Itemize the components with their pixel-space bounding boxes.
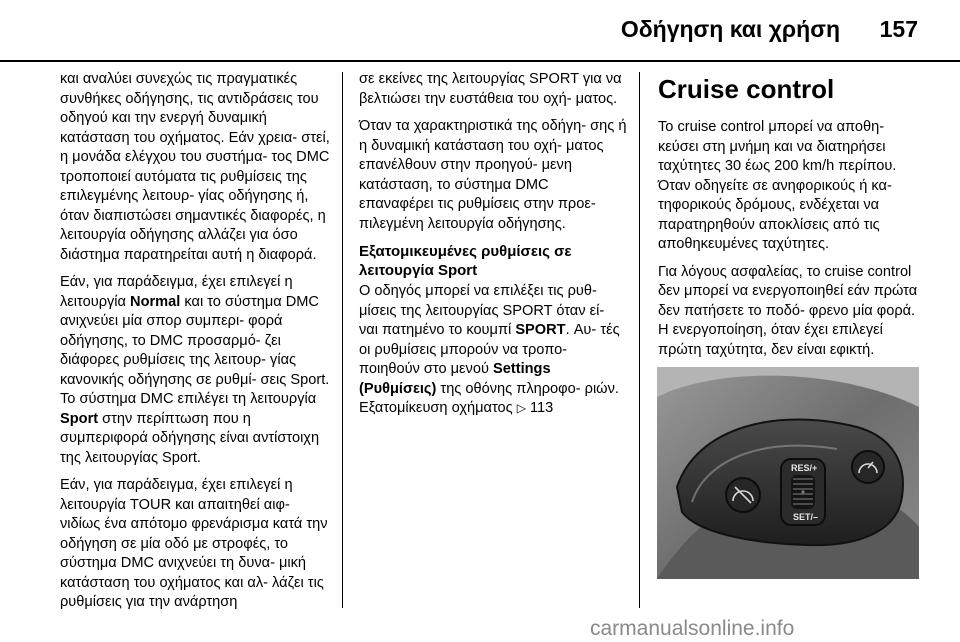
cruise-on-button[interactable] <box>852 451 884 483</box>
cross-reference-page[interactable]: 113 <box>525 400 554 416</box>
watermark: carmanualsonline.info <box>590 617 795 640</box>
cruise-off-button[interactable] <box>726 478 760 512</box>
paragraph: Το cruise control μπορεί να αποθη- κεύσει στη μνήμη και να διατηρήσει ταχύτητες 30 έως 200 km/h περίπου. Όταν οδηγείτε σε ανηφορικούς ή κα- τηφορικούς δρόμους, ενδέχεται να παρατηρηθούν αποκλίσεις από τις αποθηκευμένες ταχύτητες. <box>658 119 897 252</box>
paragraph: Όταν τα χαρακτηριστικά της οδήγη- σης ή η δυναμική κατάσταση του οχή- ματος επανέλθουν στην προηγού- μενη κατάσταση, το σύστημα DMC επαναφέρει τις ρυθμίσεις στην προε- πιλεγμένη λειτουργία οδήγησης. <box>359 118 627 232</box>
cross-reference-arrow-icon: ▷ <box>516 401 526 415</box>
subheading: Εξατομικευμένες ρυθμίσεις σε λειτουργία Sport <box>359 243 572 279</box>
column-divider <box>639 72 640 608</box>
header-title: Οδήγηση και χρήση <box>620 16 840 42</box>
mode-normal: Normal <box>130 293 181 310</box>
column-1 <box>60 70 332 621</box>
paragraph: σε εκείνες της λειτουργίας SPORT για να βελτιώσει την ευστάθεια του οχή- ματος. <box>359 71 622 107</box>
set-label: SET/– <box>793 512 819 522</box>
mode-sport: Sport <box>60 410 99 427</box>
header-rule <box>0 60 960 62</box>
paragraph: Εάν, για παράδειγμα, έχει επιλεγεί η λειτουργία TOUR και απαιτηθεί αιφ- νιδίως ένα απότομο φρενάρισμα κατά την οδήγηση σε μία οδό με στροφές, το σύστημα DMC ανιχνεύει τη δυνα- μική κατάσταση του οχήματος και αλ- λάζει τις ρυθμίσεις για την ανάρτηση <box>60 477 328 610</box>
paragraph: Ο οδηγός μπορεί να επιλέξει τις ρυθ- μίσεις της λειτουργίας SPORT όταν εί- ναι πατημένο το κουμπί SPORT. Αυ- τές οι ρυθμίσεις μπορούν να τροπο- ποιηθούν στο μενού Settings (Ρυθμίσεις) της οθόνης πληροφο- ριών. Εξατομίκευση οχήματος ▷ 113 <box>359 282 627 419</box>
settings-menu-label: Settings (Ρυθμίσεις) <box>359 361 551 397</box>
sport-button-label: SPORT <box>515 322 566 338</box>
column-2 <box>359 70 627 427</box>
column-divider <box>342 72 343 608</box>
paragraph: Για λόγους ασφαλείας, το cruise control δεν μπορεί να ενεργοποιηθεί εάν πρώτα δεν πατήσετε το ποδό- φρενο μία φορά. Η ενεργοποίηση, όταν έχει επιλεγεί πρώτη ταχύτητα, δεν είναι εφικτή. <box>658 263 918 358</box>
paragraph: και αναλύει συνεχώς τις πραγματικές συνθήκες οδήγησης, τις αντιδράσεις του οδηγού και την ενεργή δυναμική κατάσταση του οχήματος. Εάν χρεια- στεί, η μονάδα ελέγχου του συστήμα- τος DMC τροποποιεί αυτόματα τις ρυθμίσεις της επιλεγμένης λειτουρ- γίας οδήγησης ή, όταν διαπιστώσει σημαντικές διαφορές, η λειτουργία οδήγησης αλλάζει για όσο διάστημα παρατηρείται αυτή η διαφορά. <box>60 71 330 263</box>
page-number: 157 <box>879 16 918 42</box>
column-3 <box>658 70 920 368</box>
res-label: RES/+ <box>791 463 818 473</box>
section-title: Cruise control <box>658 74 835 104</box>
paragraph: Εάν, για παράδειγμα, έχει επιλεγεί η λειτουργία Normal και το σύστημα DMC ανιχνεύει μία σπορ συμπερι- φορά οδήγησης, το DMC προσαρμό- ζει διάφορες ρυθμίσεις της λειτουρ- γίας κανονικής οδήγησης σε ρυθμί- σεις Sport. Το σύστημα DMC επιλέγει τη λειτουργία Sport στην περίπτωση που η συμπεριφορά οδήγησης είναι αντίστοιχη της λειτουργίας Sport. <box>60 274 330 466</box>
steering-wheel-illustration <box>657 367 919 579</box>
page-header <box>0 0 960 60</box>
cruise-control-photo <box>657 367 919 579</box>
